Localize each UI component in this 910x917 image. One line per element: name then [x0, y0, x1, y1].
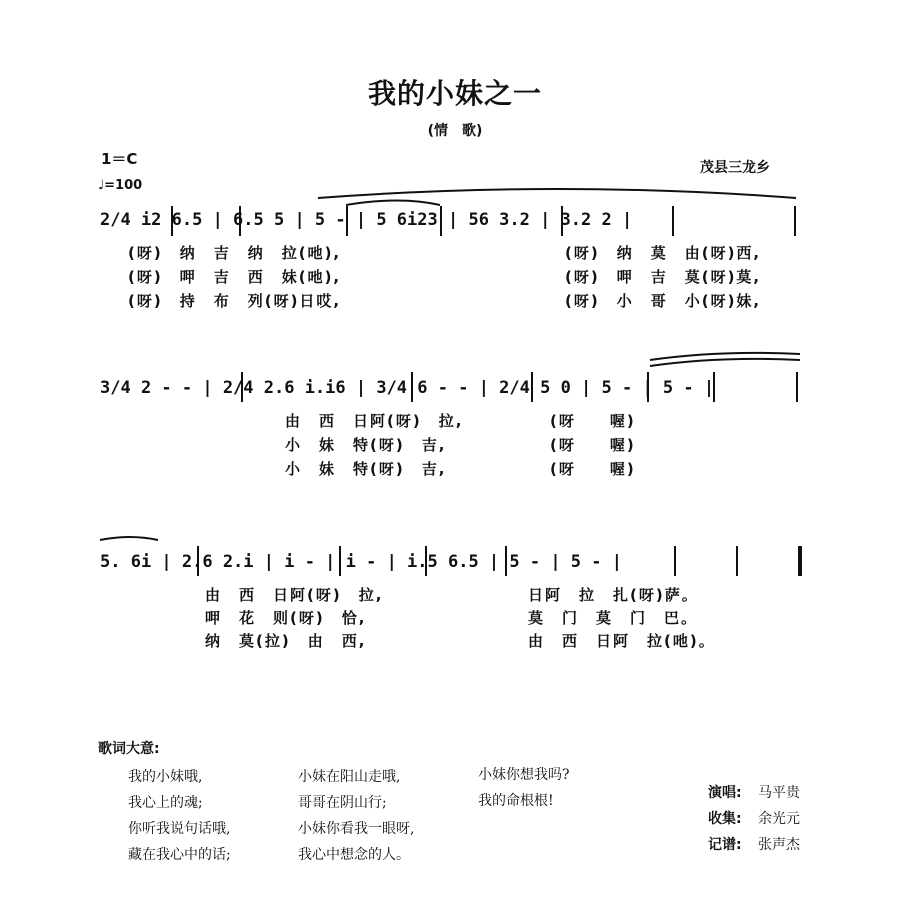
meaning-line: 你听我说句话哦,	[128, 821, 231, 837]
tempo-marking: ♩=100	[98, 178, 143, 193]
system-1-lyric-right-3: (呀) 小 哥 小(呀)妹,	[565, 292, 762, 310]
system-1-lyric-1: (呀) 纳 吉 纳 拉(吔),	[128, 244, 342, 262]
system-1-lyric-2: (呀) 呷 吉 西 妹(吔),	[128, 268, 342, 286]
system-3-lyric-right-2: 莫 门 莫 门 巴。	[528, 609, 699, 627]
meaning-heading: 歌词大意:	[98, 741, 160, 757]
system-2-notes: 3/4 2 - - | 2/4 2.6 i.i6 | 3/4 6 - - | 2/4 5 0 | 5 - | 5 - |	[100, 378, 715, 398]
meaning-line: 藏在我心中的话;	[128, 847, 231, 863]
system-2-lyric-right-3: (呀 喔)	[550, 460, 636, 478]
meaning-line: 哥哥在阴山行;	[298, 795, 387, 811]
meaning-line: 我心中想念的人。	[298, 847, 410, 863]
system-3-lyric-1: 由 西 日阿(呀) 拉,	[205, 586, 384, 604]
credit-singer-label: 演唱:	[708, 785, 742, 801]
song-subtitle: (情 歌)	[427, 123, 483, 139]
region-label: 茂县三龙乡	[700, 160, 770, 176]
system-3-lyric-3: 纳 莫(拉) 由 西,	[205, 632, 367, 650]
system-1-lyric-right-1: (呀) 纳 莫 由(呀)西,	[565, 244, 762, 262]
system-2-lyric-right-1: (呀 喔)	[550, 412, 636, 430]
credit-collector-label: 收集:	[708, 811, 742, 827]
key-signature: 1＝C	[101, 150, 138, 168]
system-3-lyric-2: 呷 花 则(呀) 恰,	[205, 609, 367, 627]
credit-singer-value: 马平贵	[758, 785, 800, 801]
meaning-line: 小妹在阳山走哦,	[298, 769, 401, 785]
system-1-notes: 2/4 i2 6.5 | 6.5 5 | 5 - | 5 6i23 | 56 3.2 | 3.2 2 |	[100, 210, 633, 230]
meaning-line: 小妹你想我吗?	[478, 767, 570, 783]
system-3-lyric-right-3: 由 西 日阿 拉(吔)。	[528, 632, 716, 650]
credit-notation-value: 张声杰	[758, 837, 800, 853]
system-2-lyric-1: 由 西 日阿(呀) 拉,	[285, 412, 464, 430]
meaning-line: 我的小妹哦,	[128, 769, 203, 785]
meaning-line: 我的命根根!	[478, 793, 554, 809]
song-title: 我的小妹之一	[367, 77, 542, 110]
system-1-lyric-right-2: (呀) 呷 吉 莫(呀)莫,	[565, 268, 762, 286]
meaning-line: 我心上的魂;	[128, 795, 203, 811]
system-1-lyric-3: (呀) 持 布 列(呀)日哎,	[128, 292, 342, 310]
credit-notation-label: 记谱:	[708, 837, 742, 853]
system-2-lyric-3: 小 妹 特(呀) 吉,	[285, 460, 447, 478]
system-3-notes: 5. 6i | 2.6 2.i | i - | i - | i.5 6.5 | 5 - | 5 - |	[100, 552, 622, 572]
system-3-lyric-right-1: 日阿 拉 扎(呀)萨。	[528, 586, 699, 604]
system-2-lyric-right-2: (呀 喔)	[550, 436, 636, 454]
system-2-lyric-2: 小 妹 特(呀) 吉,	[285, 436, 447, 454]
credit-collector-value: 余光元	[758, 811, 800, 827]
meaning-line: 小妹你看我一眼呀,	[298, 821, 415, 837]
